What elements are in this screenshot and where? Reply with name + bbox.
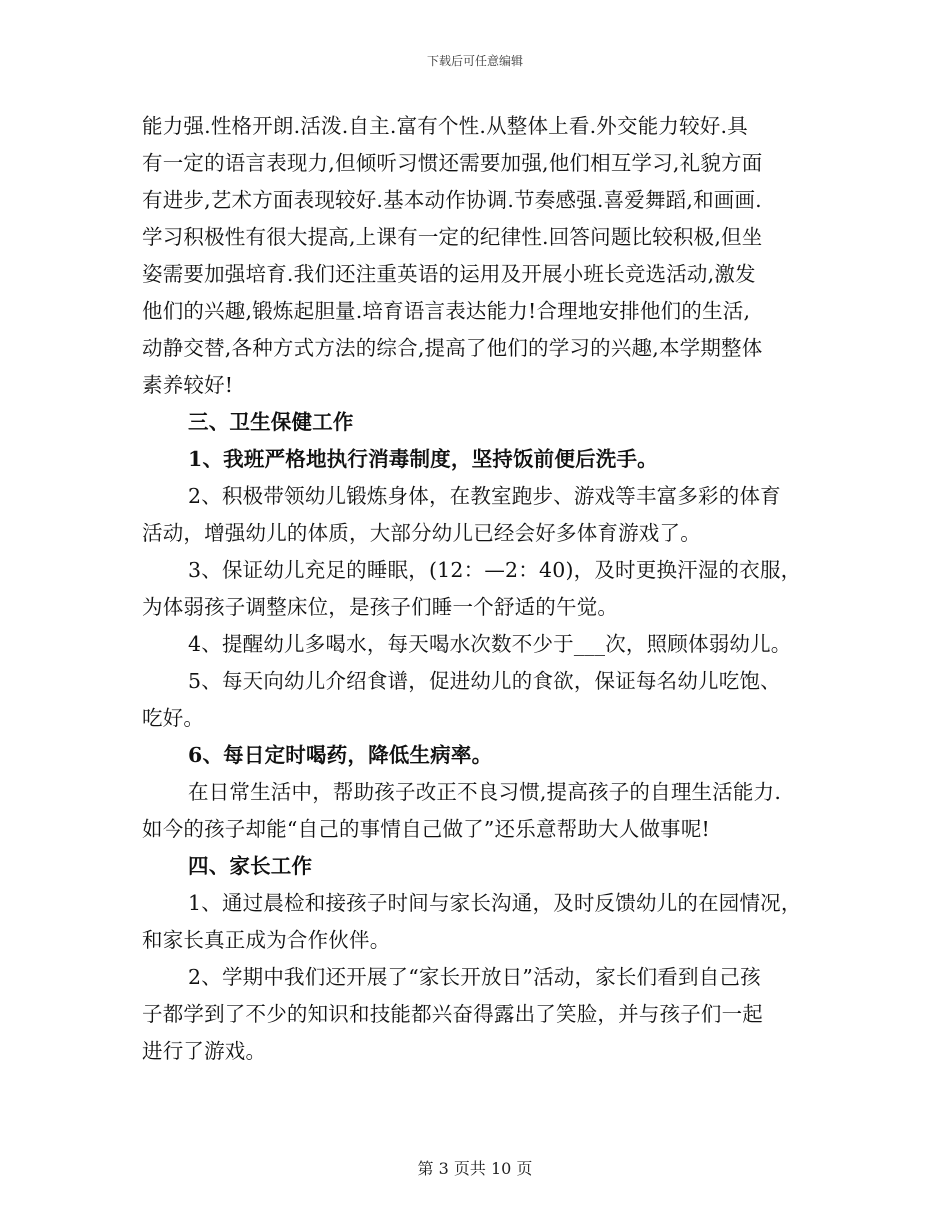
text-line: 他们的兴趣,锻炼起胆量.培育语言表达能力!合理地安排他们的生活, xyxy=(142,299,751,323)
text-line: 为体弱孩子调整床位，是孩子们睡一个舒适的午觉。 xyxy=(142,595,619,619)
text-line: 和家长真正成为合作伙伴。 xyxy=(142,928,391,952)
text-line: 2、学期中我们还开展了“家长开放日”活动，家长们看到自己孩 xyxy=(188,965,761,989)
text-line: 6、每日定时喝药，降低生病率。 xyxy=(188,743,493,767)
text-line: 子都学到了不少的知识和技能都兴奋得露出了笑脸，并与孩子们一起 xyxy=(142,1002,763,1026)
section-heading: 三、卫生保健工作 xyxy=(188,410,354,434)
health-item-4 xyxy=(142,626,814,663)
section-heading-parents xyxy=(142,848,814,885)
page-footer: 第 3 页共 10 页 xyxy=(417,1159,533,1178)
text-line: 学习积极性有很大提高,上课有一定的纪律性.回答问题比较积极,但坐 xyxy=(142,225,763,249)
paragraph-class-overview xyxy=(142,108,814,404)
health-item-6 xyxy=(142,737,814,774)
text-line: 有一定的语言表现力,但倾听习惯还需要加强,他们相互学习,礼貌方面 xyxy=(142,151,763,175)
text-line: 在日常生活中，帮助孩子改正不良习惯,提高孩子的自理生活能力. xyxy=(188,780,782,804)
section-heading-health xyxy=(142,404,814,441)
text-line: 素养较好! xyxy=(142,373,234,397)
text-line: 5、每天向幼儿介绍食谱，促进幼儿的食欲，保证每名幼儿吃饱、 xyxy=(188,669,781,693)
text-line: 姿需要加强培育.我们还注重英语的运用及开展小班长竞选活动,激发 xyxy=(142,262,756,286)
health-item-3 xyxy=(142,552,814,626)
text-line: 动静交替,各种方式方法的综合,提高了他们的学习的兴趣,本学期整体 xyxy=(142,336,763,360)
text-line: 1、我班严格地执行消毒制度，坚持饭前便后洗手。 xyxy=(188,447,658,471)
text-line: 如今的孩子却能“自己的事情自己做了”还乐意帮助大人做事呢! xyxy=(142,817,710,841)
text-line: 活动，增强幼儿的体质，大部分幼儿已经会好多体育游戏了。 xyxy=(142,521,701,545)
text-line: 2、积极带领幼儿锻炼身体，在教室跑步、游戏等丰富多彩的体育 xyxy=(188,484,781,508)
section-heading: 四、家长工作 xyxy=(188,854,313,878)
parent-item-1 xyxy=(142,885,814,959)
parent-item-2 xyxy=(142,959,814,1070)
paragraph-daily-life xyxy=(142,774,814,848)
text-line: 4、提醒幼儿多喝水，每天喝水次数不少于___次，照顾体弱幼儿。 xyxy=(188,632,792,656)
text-line: 3、保证幼儿充足的睡眠，(12：—2：40)，及时更换汗湿的衣服， xyxy=(188,558,802,582)
text-line: 能力强.性格开朗.活泼.自主.富有个性.从整体上看.外交能力较好.具 xyxy=(142,114,748,138)
text-line: 吃好。 xyxy=(142,706,205,730)
health-item-1 xyxy=(142,441,814,478)
text-line: 1、通过晨检和接孩子时间与家长沟通，及时反馈幼儿的在园情况， xyxy=(188,891,802,915)
page-header: 下载后可任意编辑 xyxy=(426,54,523,68)
health-item-2 xyxy=(142,478,814,552)
health-item-5 xyxy=(142,663,814,737)
document-body xyxy=(142,108,814,1070)
text-line: 进行了游戏。 xyxy=(142,1039,267,1063)
text-line: 有进步,艺术方面表现较好.基本动作协调.节奏感强.喜爱舞蹈,和画画. xyxy=(142,188,762,212)
